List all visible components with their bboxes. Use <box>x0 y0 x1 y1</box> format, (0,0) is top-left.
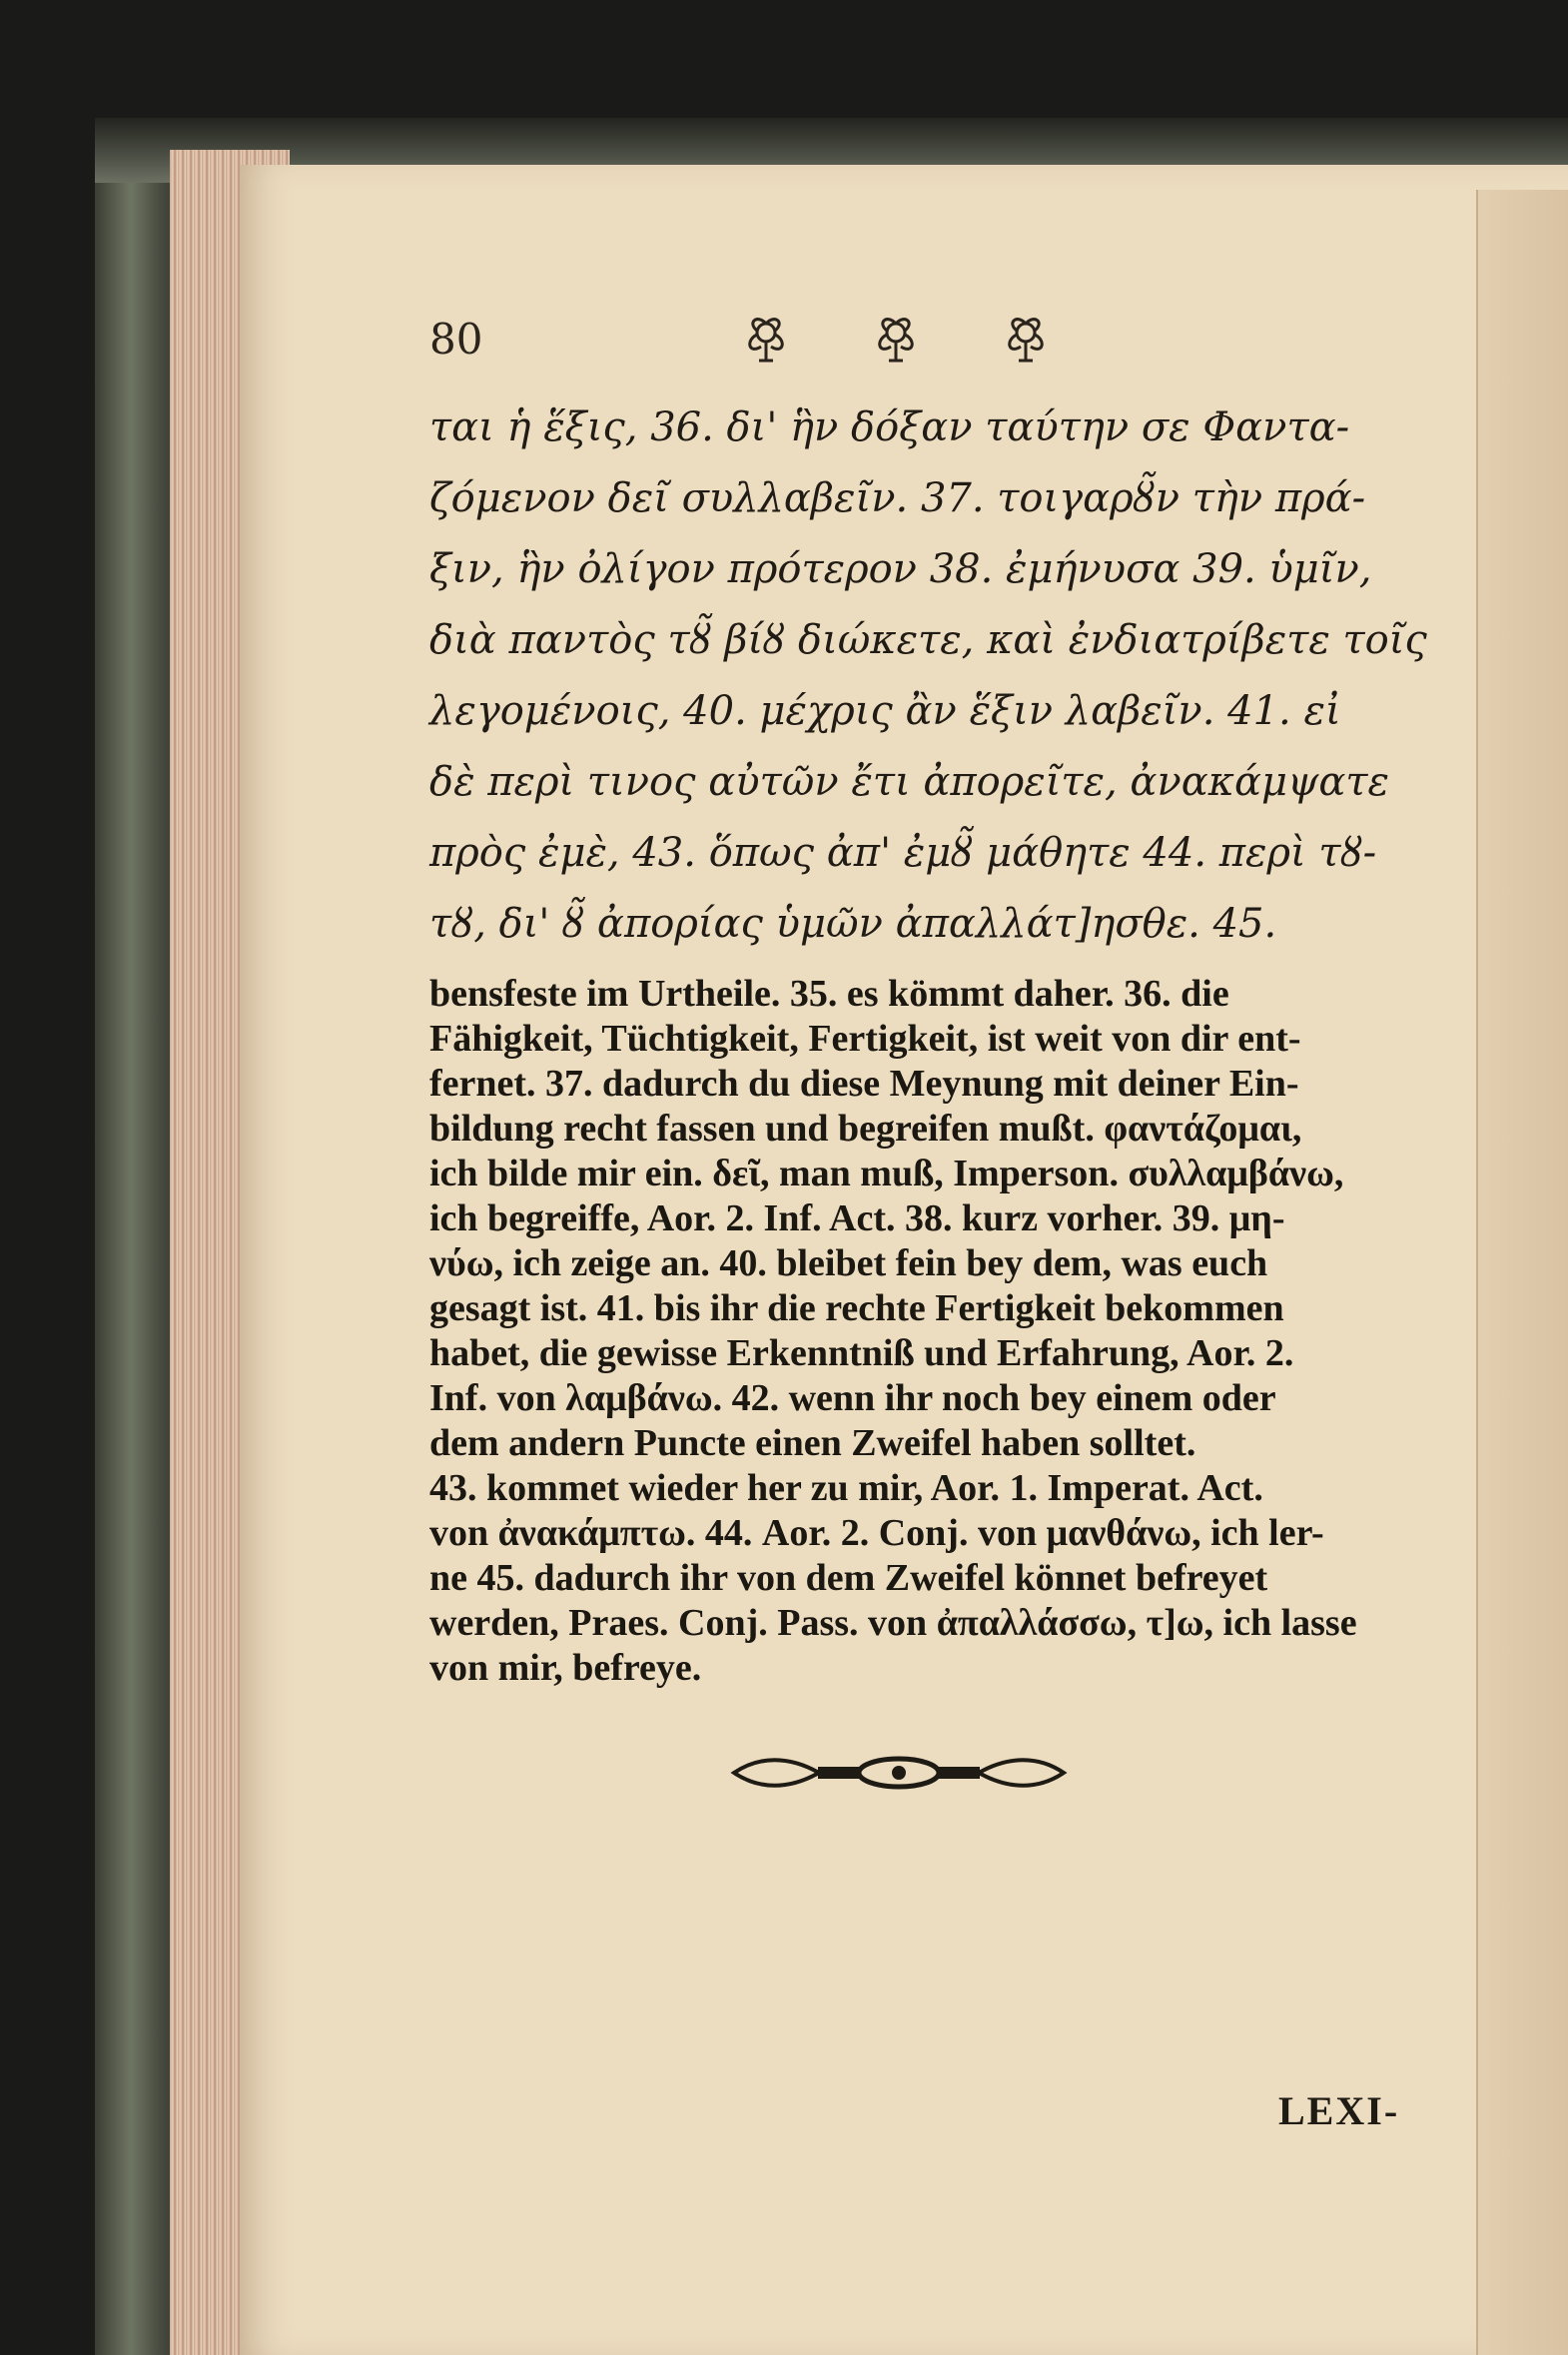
greek-line: ξιν, ἣν ὀλίγον πρότερον 38. ἐμήνυσα 39. ὑμῖν, <box>429 546 1372 592</box>
greek-line: τȣ, δι' ȣ̃ ἀπορίας ὑμῶν ἀπαλλάτ]ησθε. 45. <box>429 901 1277 947</box>
german-line: bildung recht fassen und begreifen mußt. φαντάζομαι, <box>429 1108 1302 1150</box>
german-line: bensfeste im Urtheile. 35. es kömmt daher. 36. die <box>429 973 1229 1015</box>
german-line: 43. kommet wieder her zu mir, Aor. 1. Imperat. Act. <box>429 1467 1263 1509</box>
german-line: fernet. 37. dadurch du diese Meynung mit deiner Ein- <box>429 1063 1299 1105</box>
german-line: von ἀνακάμπτω. 44. Aor. 2. Conj. von μανθάνω, ich ler- <box>429 1512 1324 1554</box>
german-line: werden, Praes. Conj. Pass. von ἀπαλλάσσω, τ]ω, ich lasse <box>429 1602 1357 1644</box>
greek-line: διὰ παντὸς τȣ̃ βίȣ διώκετε, καὶ ἐνδιατρίβετε τοῖς <box>429 617 1427 663</box>
flower-ornament-icon <box>739 311 793 365</box>
greek-line: δὲ περὶ τινος αὐτῶν ἔτι ἀπορεῖτε, ἀνακάμψατε <box>429 759 1389 805</box>
german-line: habet, die gewisse Erkenntniß und Erfahrung, Aor. 2. <box>429 1332 1294 1374</box>
flower-ornament-icon <box>869 311 923 365</box>
german-line: dem andern Puncte einen Zweifel haben solltet. <box>429 1422 1196 1464</box>
catchword: LEXI- <box>1278 2088 1400 2133</box>
german-line: gesagt ist. 41. bis ihr die rechte Fertigkeit bekommen <box>429 1287 1284 1329</box>
german-line: Inf. von λαμβάνω. 42. wenn ihr noch bey einem oder <box>429 1377 1276 1419</box>
german-line: ich begreiffe, Aor. 2. Inf. Act. 38. kurz vorher. 39. μη- <box>429 1197 1285 1239</box>
facing-page-edge <box>1476 190 1568 2355</box>
german-line: ich bilde mir ein. δεῖ, man muß, Imperson. συλλαμβάνω, <box>429 1153 1344 1194</box>
page-number: 80 <box>429 315 483 364</box>
greek-line: πρὸς ἐμὲ, 43. ὅπως ἀπ' ἐμȣ̃ μάθητε 44. περὶ τȣ- <box>429 830 1377 876</box>
german-line: von mir, befreye. <box>429 1647 702 1689</box>
german-line: Fähigkeit, Tüchtigkeit, Fertigkeit, ist weit von dir ent- <box>429 1018 1301 1060</box>
page-header <box>429 315 1428 375</box>
greek-line: ζόμενον δεῖ συλλαβεῖν. 37. τοιγαρȣ̃ν τὴν πρά- <box>429 475 1366 521</box>
tailpiece-ornament-icon <box>729 1748 1069 1798</box>
german-line: νύω, ich zeige an. 40. bleibet fein bey dem, was euch <box>429 1242 1268 1284</box>
german-line: ne 45. dadurch ihr von dem Zweifel könnet befreyet <box>429 1557 1268 1599</box>
greek-line: λεγομένοις, 40. μέχρις ἂν ἕξιν λαβεῖν. 41. εἰ <box>429 688 1341 734</box>
flower-ornament-icon <box>999 311 1053 365</box>
greek-line: ται ἡ ἕξις, 36. δι' ἣν δόξαν ταύτην σε Φαντα- <box>429 404 1350 450</box>
